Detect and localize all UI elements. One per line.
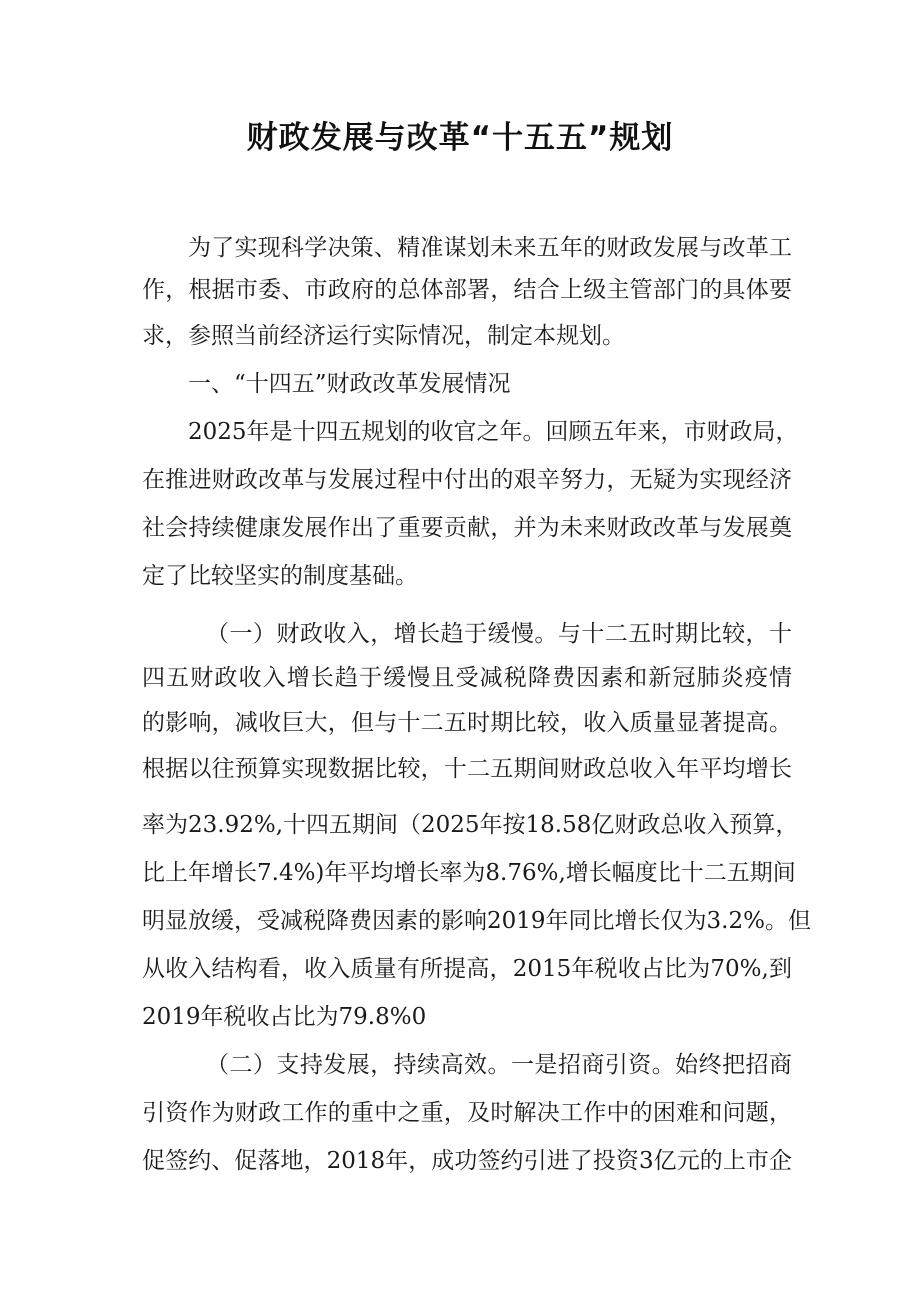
para-2025-line-3: 社会持续健康发展作出了重要贡献，并为未来财政改革与发展奠 xyxy=(142,515,792,541)
para-revenue-line-3: 的影响，减收巨大，但与十二五时期比较，收入质量显著提高。 xyxy=(142,710,792,736)
para-support-line-2: 引资作为财政工作的重中之重，及时解决工作中的困难和问题， xyxy=(142,1100,792,1126)
para-revenue-line-7: 明显放缓，受减税降费因素的影响2019年同比增长仅为3.2%。但 xyxy=(142,908,811,934)
para-revenue-line-9: 2019年税收占比为79.8%0 xyxy=(142,1004,427,1030)
para-2025-line-4: 定了比较坚实的制度基础。 xyxy=(142,563,418,589)
para-2025-line-1: 2025年是十四五规划的收官之年。回顾五年来，市财政局， xyxy=(188,419,799,445)
para-support-line-1: （二）支持发展，持续高效。一是招商引资。始终把招商 xyxy=(206,1052,792,1078)
para-revenue-line-8: 从收入结构看，收入质量有所提高，2015年税收占比为70%,到 xyxy=(142,956,792,982)
para-revenue-line-5: 率为23.92%,十四五期间（2025年按18.58亿财政总收入预算， xyxy=(142,812,799,838)
document-title: 财政发展与改革“十五五”规划 xyxy=(246,120,674,156)
intro-line-2: 作，根据市委、市政府的总体部署，结合上级主管部门的具体要 xyxy=(142,277,792,303)
intro-line-1: 为了实现科学决策、精准谋划未来五年的财政发展与改革工 xyxy=(188,235,792,261)
section-heading: 一、“十四五”财政改革发展情况 xyxy=(188,371,511,397)
para-revenue-line-6: 比上年增长7.4%)年平均增长率为8.76%,增长幅度比十二五期间 xyxy=(142,860,796,886)
para-2025-line-2: 在推进财政改革与发展过程中付出的艰辛努力，无疑为实现经济 xyxy=(142,467,792,493)
para-support-line-3: 促签约、促落地，2018年，成功签约引进了投资3亿元的上市企 xyxy=(142,1148,792,1174)
para-revenue-line-4: 根据以往预算实现数据比较，十二五期间财政总收入年平均增长 xyxy=(142,756,792,782)
intro-line-3: 求，参照当前经济运行实际情况，制定本规划。 xyxy=(142,323,625,349)
para-revenue-line-2: 四五财政收入增长趋于缓慢且受减税降费因素和新冠肺炎疫情 xyxy=(142,665,792,691)
para-revenue-line-1: （一）财政收入，增长趋于缓慢。与十二五时期比较，十 xyxy=(206,621,792,647)
